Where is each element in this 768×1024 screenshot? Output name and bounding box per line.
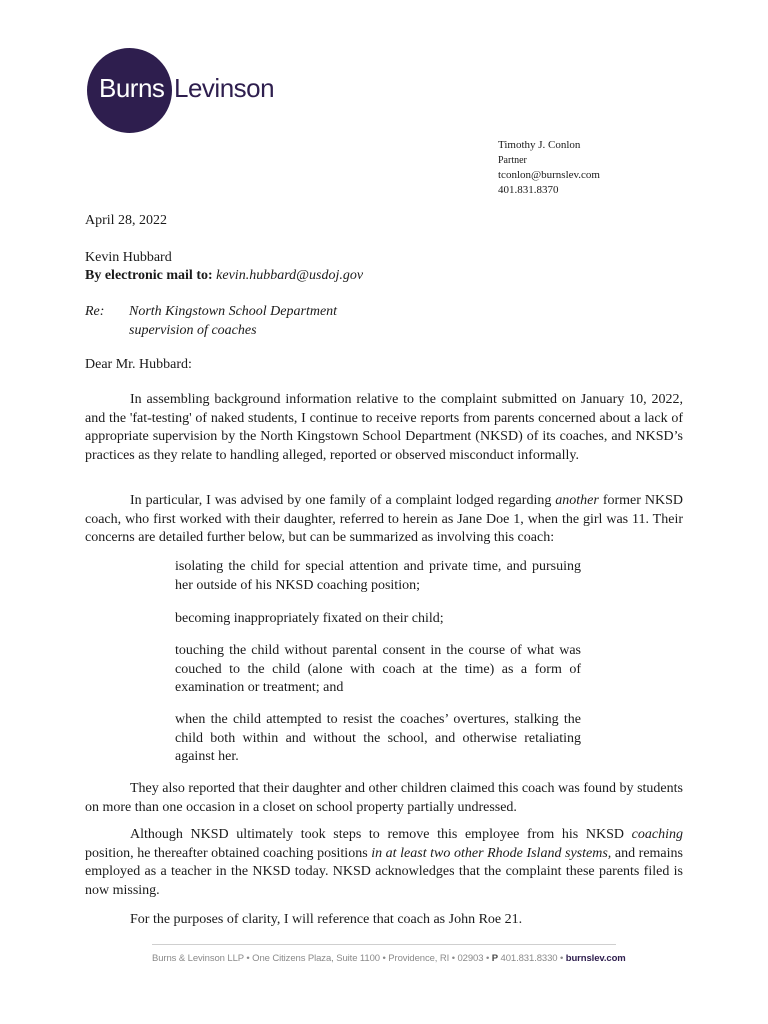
paragraph-3 — [85, 780, 683, 817]
paragraph-2-emphasis: another — [555, 493, 599, 508]
concern-item-1: isolating the child for special attention and private time, and pursuing her outside of his NKSD coaching position; — [175, 559, 581, 593]
subject-text — [129, 302, 429, 340]
footer-separator: • — [560, 953, 566, 964]
paragraph-4-text-c: position, he thereafter obtained coaching positions — [85, 845, 372, 861]
concern-item-2: becoming inappropriately fixated on their child; — [175, 611, 444, 626]
paragraph-4-emphasis-2: in at least two other Rhode Island systems, — [371, 845, 612, 861]
subject-label: Re: — [85, 304, 105, 319]
footer-separator: • — [485, 953, 492, 964]
footer-firm: Burns & Levinson LLP — [152, 953, 244, 964]
letter-date: April 28, 2022 — [85, 213, 168, 228]
subject-line-2: supervision of coaches — [129, 323, 257, 338]
recipient-email[interactable]: kevin.hubbard@usdoj.gov — [216, 268, 364, 283]
logo-text-levinson: Levinson — [174, 73, 275, 103]
footer-divider — [152, 944, 616, 945]
salutation: Dear Mr. Hubbard: — [85, 357, 192, 372]
sender-block — [498, 138, 600, 198]
footer-city: Providence, RI — [388, 953, 450, 964]
paragraph-5-text: For the purposes of clarity, I will reference that coach as John Roe 21. — [130, 912, 523, 927]
footer-phone: 401.831.8330 — [500, 953, 558, 964]
paragraph-4-text-a: Although NKSD ultimately took steps to remove this employee from his NKSD — [130, 827, 632, 842]
paragraph-4 — [85, 826, 683, 900]
footer-website[interactable]: burnslev.com — [565, 953, 626, 964]
footer-phone-label: P — [491, 953, 498, 964]
paragraph-4-emphasis-1: coaching — [631, 827, 683, 842]
letterhead-footer — [152, 953, 626, 964]
sender-name: Timothy J. Conlon — [498, 139, 581, 151]
paragraph-2-text-a: In particular, I was advised by one family of a complaint lodged regarding — [130, 493, 556, 508]
footer-separator: • — [451, 953, 458, 964]
footer-zip: 02903 — [457, 953, 484, 964]
paragraph-1 — [85, 391, 683, 465]
delivery-line — [85, 267, 363, 285]
sender-title: Partner — [498, 155, 527, 166]
paragraph-2-text-c: former NKSD coach, who first worked with their daughter, referred to herein as Jane Doe 1, when the girl was 11. Their concerns are detailed further below, but can be summarized as involving this coach: — [85, 493, 683, 546]
footer-address: One Citizens Plaza, Suite 1100 — [252, 953, 380, 964]
subject-line-1: North Kingstown School Department — [129, 304, 338, 319]
sender-phone: 401.831.8370 — [498, 184, 559, 196]
sender-email[interactable]: tconlon@burnslev.com — [498, 169, 600, 181]
logo-text-burns: Burns — [99, 73, 165, 103]
delivery-label: By electronic mail to: — [85, 268, 213, 283]
paragraph-1-text: In assembling background information relative to the complaint submitted on January 10, 2022, and the 'fat-testing' of naked students, I continue to receive reports from parents concerned about a lack of appropriate supervision by the North Kingstown School Department (NKSD) of its coaches, and NKSD’s practices as they relate to handling alleged, reported or observed misconduct informally. — [85, 392, 683, 463]
paragraph-4-text-e: and remains employed as a teacher in the NKSD today. NKSD acknowledges that the complaint these parents filed is now missing. — [85, 845, 683, 898]
paragraph-2 — [85, 492, 683, 548]
footer-separator: • — [246, 953, 253, 964]
concern-item-4: when the child attempted to resist the coaches’ overtures, stalking the child both within and without the school, and otherwise retaliating against her. — [175, 712, 581, 765]
paragraph-3-text: They also reported that their daughter and other children claimed this coach was found by students on more than one occasion in a closet on school property partially undressed. — [85, 781, 683, 815]
paragraph-5 — [85, 911, 683, 930]
concern-item-3: touching the child without parental consent in the course of what was couched to the child (alone with coach at the time) as a form of examination or treatment; and — [175, 643, 581, 696]
recipient-name: Kevin Hubbard — [85, 250, 172, 265]
recipient-block — [85, 249, 363, 285]
footer-separator: • — [382, 953, 389, 964]
